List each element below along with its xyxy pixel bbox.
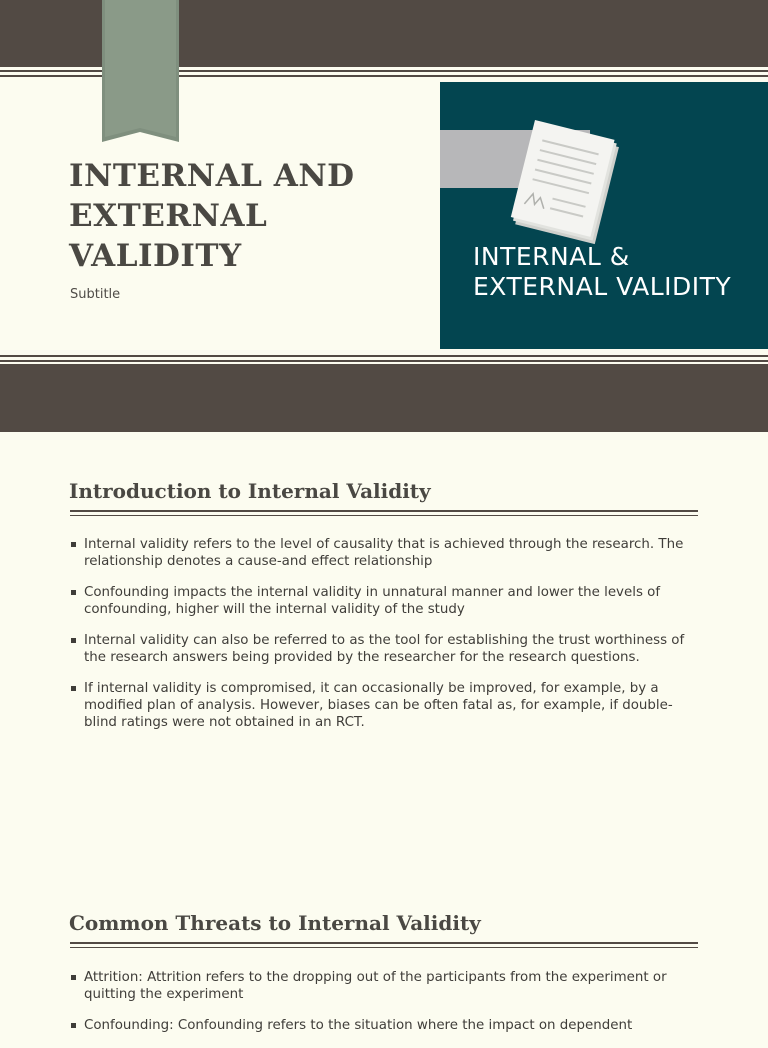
bullet-text: If internal validity is compromised, it can occasionally be improved, for example, by a modified plan of analysis. However, biases can be often fatal as, for example, if double-blind ratings were not obtained in an RCT. xyxy=(84,681,673,730)
title-slide xyxy=(0,0,768,432)
bullet-item xyxy=(70,1017,700,1034)
bullet-text: Internal validity can also be referred to as the tool for establishing the trust worthiness of the research answers being provided by the researcher for the research questions. xyxy=(84,633,685,665)
section-heading: Common Threats to Internal Validity xyxy=(69,911,481,935)
bullet-item xyxy=(70,969,700,1003)
bottom-band xyxy=(0,364,768,432)
bullet-item xyxy=(70,632,700,666)
bullet-item xyxy=(70,536,700,570)
threats-slide xyxy=(0,864,768,1033)
bullet-item xyxy=(70,680,700,731)
bullet-list xyxy=(70,536,700,745)
bullet-list xyxy=(70,969,700,1048)
intro-slide xyxy=(0,432,768,864)
bullet-text: Confounding impacts the internal validity in unnatural manner and lower the levels of confounding, higher will the internal validity of the study xyxy=(84,585,661,617)
square-bullet-icon xyxy=(71,590,76,595)
title-image xyxy=(440,82,768,349)
heading-rule xyxy=(70,510,698,516)
heading-rule xyxy=(70,942,698,948)
bookmark-ribbon xyxy=(102,0,179,142)
section-heading: Introduction to Internal Validity xyxy=(69,479,431,503)
divider-line xyxy=(0,360,768,362)
bullet-text: Internal validity refers to the level of causality that is achieved through the research. The relationship denotes a cause-and effect relationship xyxy=(84,537,684,569)
square-bullet-icon xyxy=(71,638,76,643)
slide-subtitle: Subtitle xyxy=(70,287,121,302)
square-bullet-icon xyxy=(71,686,76,691)
document-icon xyxy=(440,82,768,349)
square-bullet-icon xyxy=(71,975,76,980)
bullet-text: Attrition: Attrition refers to the dropping out of the participants from the experiment or quitting the experiment xyxy=(84,970,667,1002)
square-bullet-icon xyxy=(71,1023,76,1028)
slide-title: INTERNAL AND EXTERNAL VALIDITY xyxy=(69,158,355,274)
divider-line xyxy=(0,355,768,357)
bullet-text: Confounding: Confounding refers to the situation where the impact on dependent xyxy=(84,1018,633,1033)
title-image-text: INTERNAL & EXTERNAL VALIDITY xyxy=(473,242,732,301)
square-bullet-icon xyxy=(71,542,76,547)
bullet-item xyxy=(70,584,700,618)
